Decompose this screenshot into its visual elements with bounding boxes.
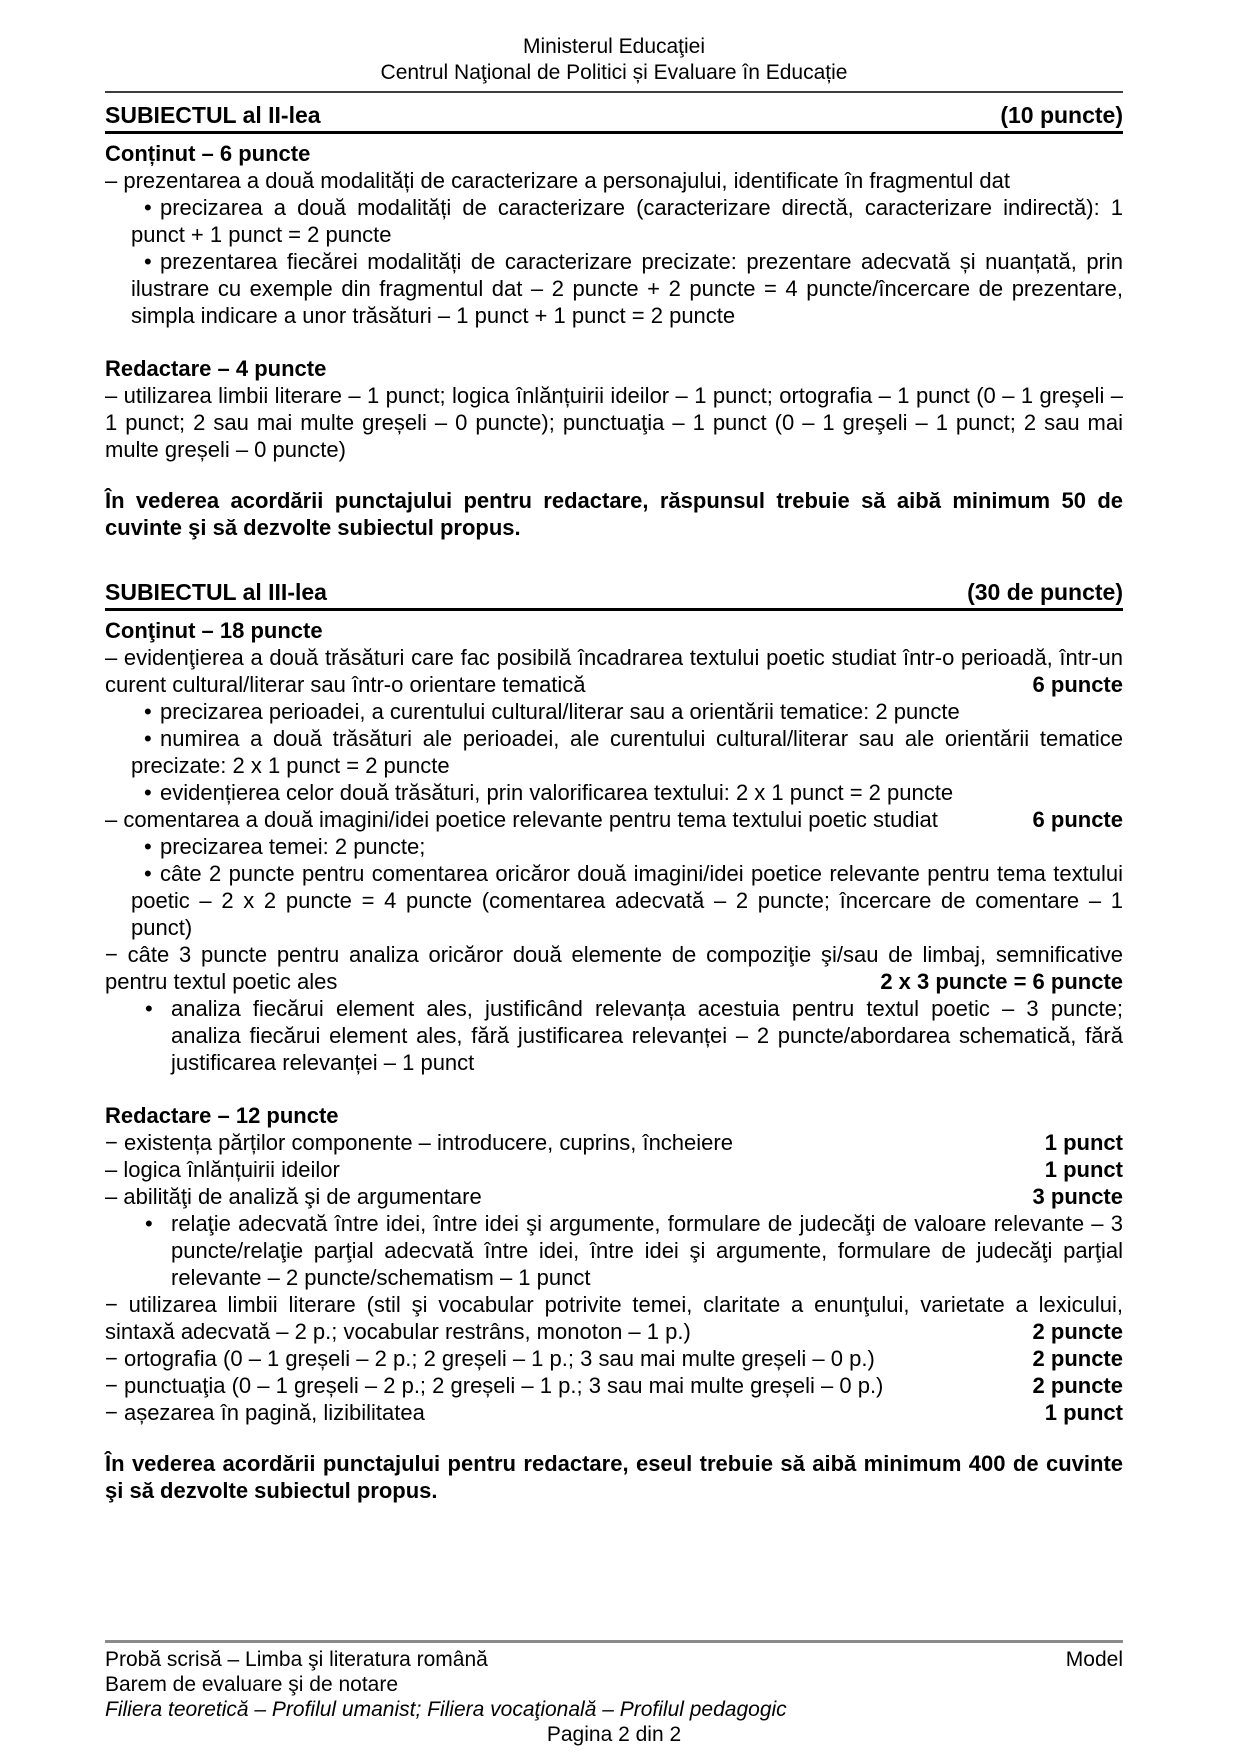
bullet-icon: • — [145, 996, 153, 1021]
s2-continut-heading: Conținut – 6 puncte — [105, 141, 311, 166]
s2-dash-item-1: – prezentarea a două modalități de caracterizare a personajului, identificate în fragmentul dat — [105, 168, 1010, 193]
s3-dash-item-3-text: − câte 3 puncte pentru analiza oricăror două elemente de compoziţie şi/sau de limbaj, semnificative pentru textul poetic ales — [105, 942, 1123, 994]
s3-dash-item-2 — [105, 806, 1123, 833]
s3-redactare-item-6 — [105, 1372, 1123, 1399]
footer-barem-label: Barem de evaluare şi de notare — [105, 1673, 399, 1696]
s3-redactare-item-3 — [105, 1183, 1123, 1210]
page-footer — [105, 1640, 1123, 1747]
s3-bullet-1-text: precizarea perioadei, a curentului cultural/literar sau a orientării tematice: 2 puncte — [160, 699, 960, 724]
s3-redactare-item-3-text: – abilităţi de analiză şi de argumentare — [105, 1184, 482, 1209]
footer-filiera-label: Filiera teoretică – Profilul umanist; Filiera vocaţională – Profilul pedagogic — [105, 1698, 787, 1721]
s3-redactare-item-1 — [105, 1129, 1123, 1156]
s3-bullet-4-text: precizarea temei: 2 puncte; — [160, 834, 426, 859]
s2-bullet-1 — [105, 194, 1123, 248]
s3-redactare-item-2-text: – logica înlănțuirii ideilor — [105, 1157, 340, 1182]
s3-bullet-4 — [105, 833, 1123, 860]
s3-redactare-item-4-text: − utilizarea limbii literare (stil şi vocabular potrivite temei, claritate a enunţului, varietate a lexicului, sintaxă adecvată – 2 p.; vocabular restrâns, monoton – 1 p.) — [105, 1292, 1123, 1344]
s3-redactare-item-5-text: − ortografia (0 – 1 greșeli – 2 p.; 2 greșeli – 1 p.; 3 sau mai multe greșeli – 0 p.) — [105, 1346, 875, 1371]
s2-redactare-item: – utilizarea limbii literare – 1 punct; logica înlănțuirii ideilor – 1 punct; ortografia – 1 punct (0 – 1 greşeli – 1 punct; 2 sau mai multe greșeli – 0 puncte); punctuaţia – 1 punct (0 – 1 greşeli – 1 punct; 2 sau mai multe greșeli – 0 puncte) — [105, 383, 1123, 462]
subject-ii-heading — [105, 102, 1123, 134]
doc-header — [105, 0, 1123, 93]
s3-continut-heading: Conţinut – 18 puncte — [105, 618, 323, 643]
s2-note: În vederea acordării punctajului pentru redactare, răspunsul trebuie să aibă minimum 50 de cuvinte şi să dezvolte subiectul propus. — [105, 488, 1123, 540]
center-name: Centrul Naţional de Politici și Evaluare în Educație — [380, 61, 848, 84]
s3-bullet-2-text: numirea a două trăsături ale perioadei, ale curentului cultural/literar sau ale orientării tematice precizate: 2 x 1 punct = 2 puncte — [131, 726, 1123, 778]
s3-redactare-item-6-text: − punctuaţia (0 – 1 greșeli – 2 p.; 2 greșeli – 1 p.; 3 sau mai multe greșeli – 0 p.) — [105, 1373, 884, 1398]
subject-ii-points: (10 puncte) — [1000, 102, 1123, 128]
s3-redactare-item-2 — [105, 1156, 1123, 1183]
ministry-name: Ministerul Educaţiei — [522, 35, 706, 58]
subject-ii-title: SUBIECTUL al II-lea — [105, 102, 321, 128]
s2-bullet-2-text: prezentarea fiecărei modalități de caracterizare precizate: prezentare adecvată și nuanțată, prin ilustrare cu exemple din fragmentul dat – 2 puncte + 2 puncte = 4 puncte/încercare de prezentare, simpla indicare a unor trăsături – 1 punct + 1 punct = 2 puncte — [131, 249, 1123, 328]
s3-bullet-6-text: analiza fiecărui element ales, justificând relevanța acestuia pentru textul poetic – 3 puncte; analiza fiecărui element ales, fără justificarea relevanței – 2 puncte/abordarea schematică, fără justificarea relevanței – 1 punct — [171, 996, 1123, 1075]
s3-redactare-item-2-score: 1 punct — [1044, 1157, 1123, 1182]
s3-redactare-item-1-text: − existența părților componente – introducere, cuprins, încheiere — [105, 1130, 733, 1155]
bullet-icon: • — [145, 1211, 153, 1236]
bullet-icon: • — [144, 834, 152, 859]
s3-bullet-5-text: câte 2 puncte pentru comentarea oricăror două imagini/idei poetice relevante pentru tema textului poetic – 2 x 2 puncte = 4 puncte (comentarea adecvată – 2 puncte; încercare de comentare – 1 punct) — [131, 861, 1123, 940]
s3-bullet-6 — [105, 995, 1123, 1076]
bullet-icon: • — [144, 780, 152, 805]
s3-dash-item-2-text: – comentarea a două imagini/idei poetice relevante pentru tema textului poetic studiat — [105, 807, 938, 832]
subject-iii-points: (30 de puncte) — [967, 579, 1123, 605]
s3-redactare-item-6-score: 2 puncte — [1032, 1373, 1123, 1398]
s3-redactare-item-5-score: 2 puncte — [1032, 1346, 1123, 1371]
bullet-icon: • — [144, 861, 152, 886]
s3-dash-item-2-score: 6 puncte — [1032, 807, 1123, 832]
bullet-icon: • — [144, 195, 152, 220]
footer-page-number: Pagina 2 din 2 — [546, 1723, 682, 1746]
s3-dash-item-3-score: 2 x 3 puncte = 6 puncte — [880, 969, 1123, 994]
s3-redactare-item-4 — [105, 1291, 1123, 1345]
subject-iii-heading — [105, 579, 1123, 611]
s3-dash-item-3 — [105, 941, 1123, 995]
s3-redactare-item-1-score: 1 punct — [1044, 1130, 1123, 1155]
s3-redactare-item-5 — [105, 1345, 1123, 1372]
s3-dash-item-1-text: – evidenţierea a două trăsături care fac posibilă încadrarea textului poetic studiat într-o perioadă, într-un curent cultural/literar sau într-o orientare tematică — [105, 645, 1123, 697]
s3-redactare-item-4-score: 2 puncte — [1032, 1319, 1123, 1344]
s3-redactare-heading: Redactare – 12 puncte — [105, 1103, 339, 1128]
footer-rule — [105, 1640, 1123, 1643]
s2-redactare-heading: Redactare – 4 puncte — [105, 356, 327, 381]
bullet-icon: • — [144, 726, 152, 751]
s3-bullet-3 — [105, 779, 1123, 806]
s3-bullet-2 — [105, 725, 1123, 779]
s3-redactare-bullet-1 — [105, 1210, 1123, 1291]
s3-redactare-item-7-score: 1 punct — [1044, 1400, 1123, 1425]
page-content — [105, 0, 1123, 1504]
s3-redactare-item-7-text: − așezarea în pagină, lizibilitatea — [105, 1400, 425, 1425]
footer-row-1 — [105, 1647, 1123, 1672]
bullet-icon: • — [144, 249, 152, 274]
s3-dash-item-1 — [105, 644, 1123, 698]
s3-bullet-5 — [105, 860, 1123, 941]
s2-bullet-1-text: precizarea a două modalități de caracterizare (caracterizare directă, caracterizare indirectă): 1 punct + 1 punct = 2 puncte — [131, 195, 1123, 247]
s3-redactare-bullet-1-text: relaţie adecvată între idei, între idei şi argumente, formulare de judecăţi de valoare relevante – 3 puncte/relaţie parţial adecvată între idei, între idei şi argumente, formulare de judecăţi parţial relevante – 2 puncte/schematism – 1 punct — [171, 1211, 1123, 1290]
s3-note: În vederea acordării punctajului pentru redactare, eseul trebuie să aibă minimum 400 de cuvinte şi să dezvolte subiectul propus. — [105, 1451, 1123, 1503]
bullet-icon: • — [144, 699, 152, 724]
s3-dash-item-1-score: 6 puncte — [1032, 672, 1123, 697]
footer-exam-name: Probă scrisă – Limba şi literatura română — [105, 1648, 488, 1671]
subject-iii-title: SUBIECTUL al III-lea — [105, 579, 327, 605]
s2-bullet-2 — [105, 248, 1123, 329]
s3-bullet-1 — [105, 698, 1123, 725]
s3-redactare-item-7 — [105, 1399, 1123, 1426]
s3-bullet-3-text: evidențierea celor două trăsături, prin valorificarea textului: 2 x 1 punct = 2 puncte — [160, 780, 954, 805]
footer-model-label: Model — [1065, 1648, 1123, 1671]
s3-redactare-item-3-score: 3 puncte — [1032, 1184, 1123, 1209]
